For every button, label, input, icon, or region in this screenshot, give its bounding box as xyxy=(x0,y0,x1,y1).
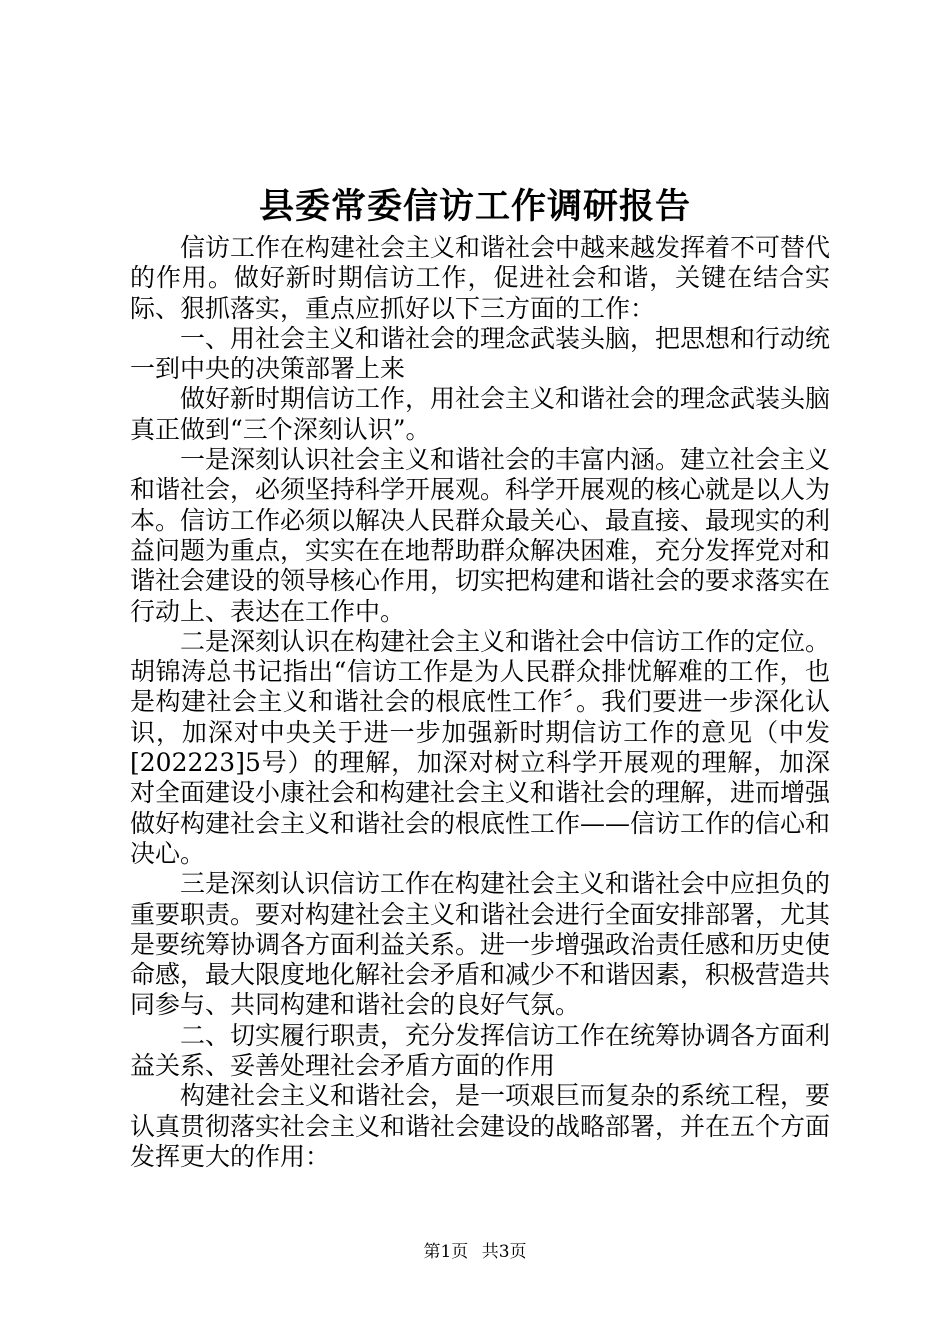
document-title: 县委常委信访工作调研报告 xyxy=(258,186,691,227)
page-total: 共3页 xyxy=(481,1242,527,1262)
page-footer xyxy=(0,1240,950,1264)
paragraph-intro: 信访工作在构建社会主义和谐社会中越来越发挥着不可替代的作用。做好新时期信访工作，促进社会和谐，关键在结合实际、狠抓落实，重点应抓好以下三方面的工作： xyxy=(130,233,831,323)
page-number: 第1页 xyxy=(423,1242,469,1262)
paragraph-point-two: 二是深刻认识在构建社会主义和谐社会中信访工作的定位。胡锦涛总书记指出“信访工作是为人民群众排忧解难的工作，也是构建社会主义和谐社会的根底性工作〞。我们要进一步深化认识，加深对中央关于进一步加强新时期信访工作的意见（中发[202223]5号）的理解，加深对树立科学开展观的理解，加深对全面建设小康社会和构建社会主义和谐社会的理解，进而增强做好构建社会主义和谐社会的根底性工作——信访工作的信心和决心。 xyxy=(130,626,831,868)
paragraph-five-aspects: 构建社会主义和谐社会，是一项艰巨而复杂的系统工程，要认真贯彻落实社会主义和谐社会建设的战略部署，并在五个方面发挥更大的作用： xyxy=(130,1081,831,1171)
document-body xyxy=(130,233,830,1172)
section-heading-2: 二、切实履行职责，充分发挥信访工作在统筹协调各方面利益关系、妥善处理社会矛盾方面的作用 xyxy=(130,1020,831,1081)
paragraph-three-understandings: 做好新时期信访工作，用社会主义和谐社会的理念武装头脑真正做到“三个深刻认识”。 xyxy=(130,384,831,444)
paragraph-point-one: 一是深刻认识社会主义和谐社会的丰富内涵。建立社会主义和谐社会，必须坚持科学开展观。科学开展观的核心就是以人为本。信访工作必须以解决人民群众最关心、最直接、最现实的利益问题为重点，实实在在地帮助群众解决困难，充分发挥党对和谐社会建设的领导核心作用，切实把构建和谐社会的要求落实在行动上、表达在工作中。 xyxy=(130,445,831,626)
section-heading-1: 一、用社会主义和谐社会的理念武装头脑，把思想和行动统一到中央的决策部署上来 xyxy=(130,323,831,384)
paragraph-point-three: 三是深刻认识信访工作在构建社会主义和谐社会中应担负的重要职责。要对构建社会主义和谐社会进行全面安排部署，尤其是要统筹协调各方面利益关系。进一步增强政治责任感和历史使命感，最大限度地化解社会矛盾和减少不和谐因素，积极营造共同参与、共同构建和谐社会的良好气氛。 xyxy=(130,869,831,1020)
